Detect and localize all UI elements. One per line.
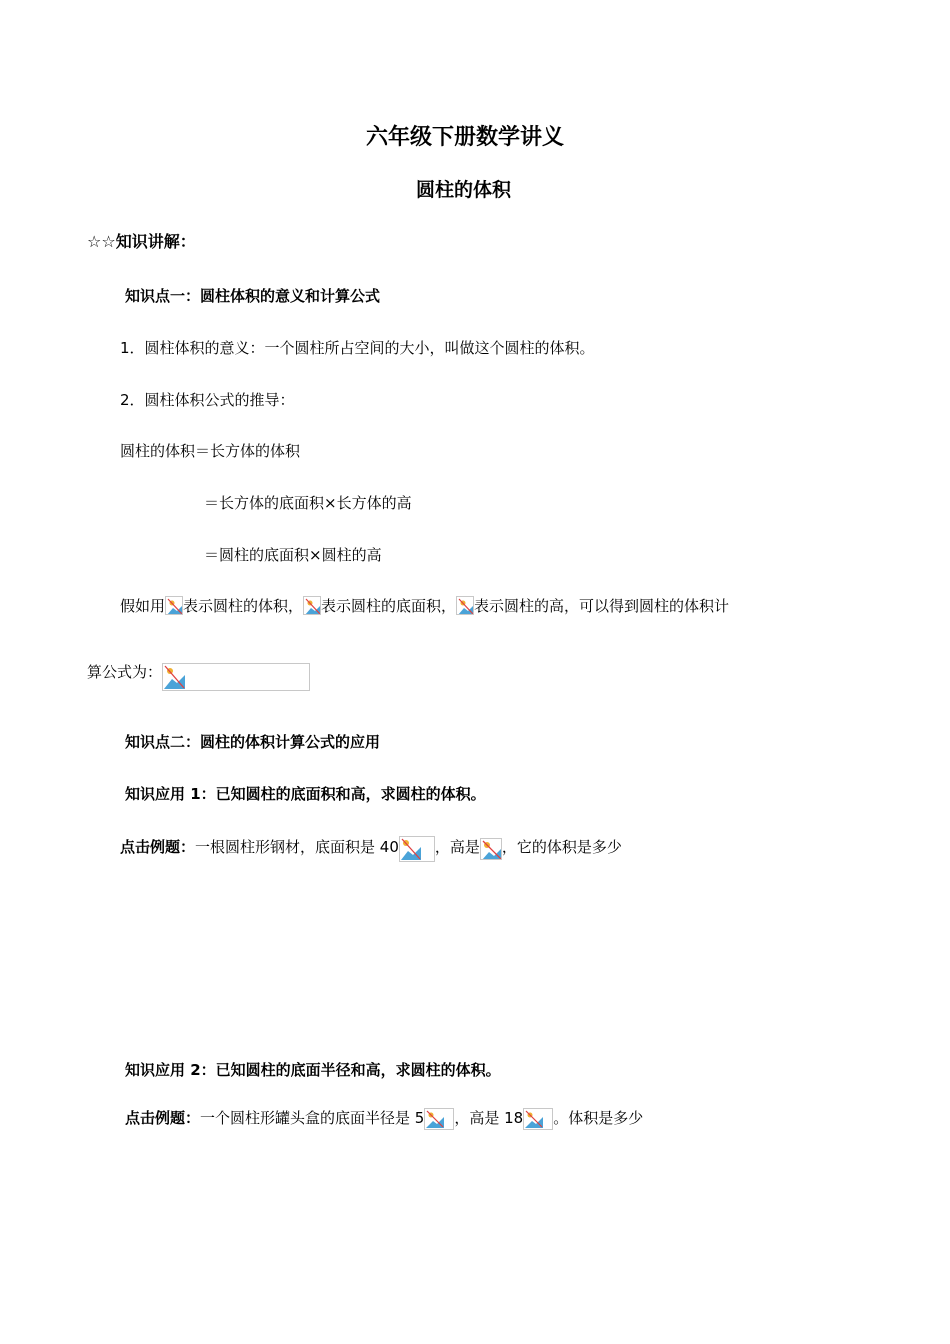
- broken-image-icon: [480, 838, 502, 860]
- formula-text-e: 算公式为：: [87, 663, 163, 681]
- example-2-text-b: ，高是 18: [454, 1109, 524, 1127]
- broken-image-icon: [162, 663, 310, 691]
- example-1-text-c: ，它的体积是多少: [501, 838, 622, 856]
- broken-image-icon: [456, 596, 474, 615]
- example-1-text-a: 一根圆柱形钢材，底面积是 40: [195, 838, 399, 856]
- kp2-heading: 知识点二：圆柱的体积计算公式的应用: [125, 733, 381, 751]
- application-1-heading: 知识应用 1：已知圆柱的底面积和高，求圆柱的体积。: [125, 785, 486, 803]
- kp1-heading: 知识点一：圆柱体积的意义和计算公式: [125, 287, 381, 305]
- formula-continuation: [87, 662, 310, 691]
- item-1: 1．圆柱体积的意义：一个圆柱所占空间的大小，叫做这个圆柱的体积。: [120, 339, 595, 357]
- broken-image-icon: [165, 596, 183, 615]
- broken-image-icon: [399, 836, 435, 862]
- formula-text-c: 表示圆柱的底面积，: [321, 597, 457, 615]
- item-2: 2．圆柱体积公式的推导：: [120, 391, 295, 409]
- example-2: [125, 1108, 643, 1130]
- derive-line-1: 圆柱的体积＝长方体的体积: [120, 442, 301, 460]
- formula-text-a: 假如用: [120, 597, 166, 615]
- example-1-label[interactable]: 点击例题：: [120, 838, 196, 856]
- broken-image-icon: [303, 596, 321, 615]
- broken-image-icon: [424, 1108, 454, 1130]
- doc-title: 六年级下册数学讲义: [366, 125, 565, 150]
- doc-subtitle: 圆柱的体积: [416, 179, 512, 201]
- formula-text-b: 表示圆柱的体积，: [183, 597, 304, 615]
- application-2-heading: 知识应用 2：已知圆柱的底面半径和高，求圆柱的体积。: [125, 1061, 501, 1079]
- example-2-text-c: 。体积是多少: [553, 1109, 644, 1127]
- example-1: [120, 836, 622, 862]
- broken-image-icon: [523, 1108, 553, 1130]
- derive-line-3: ＝圆柱的底面积×圆柱的高: [204, 546, 382, 564]
- derive-line-2: ＝长方体的底面积×长方体的高: [204, 494, 412, 512]
- example-1-text-b: ，高是: [434, 838, 480, 856]
- section-heading: ☆☆知识讲解：: [87, 232, 196, 251]
- formula-paragraph: [120, 596, 729, 616]
- example-2-label[interactable]: 点击例题：: [125, 1109, 201, 1127]
- example-2-text-a: 一个圆柱形罐头盒的底面半径是 5: [200, 1109, 425, 1127]
- formula-text-d: 表示圆柱的高，可以得到圆柱的体积计: [474, 597, 730, 615]
